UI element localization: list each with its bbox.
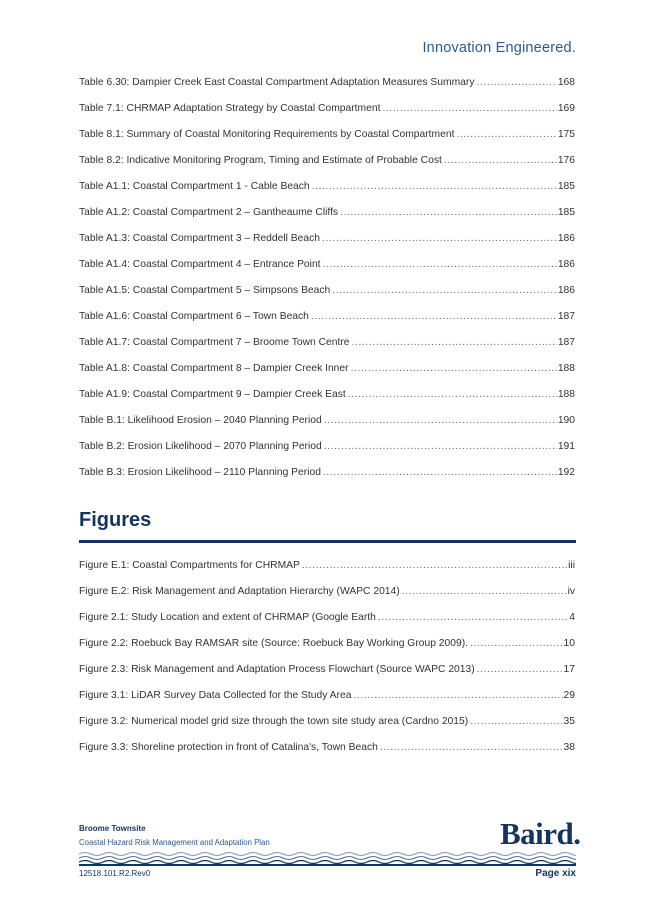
dot-leader — [456, 129, 556, 140]
dot-leader — [322, 233, 557, 244]
toc-entry-text: Figure 2.2: Roebuck Bay RAMSAR site (Source: Roebuck Bay Working Group 2009). — [79, 638, 468, 649]
toc-entry-page: 35 — [563, 716, 575, 727]
toc-entry[interactable] — [79, 259, 575, 285]
dot-leader — [340, 207, 557, 218]
toc-entry-text: Table A1.5: Coastal Compartment 5 – Simpsons Beach — [79, 285, 331, 296]
toc-entry-page: 17 — [563, 664, 575, 675]
toc-entry-text: Table B.3: Erosion Likelihood – 2110 Planning Period — [79, 467, 321, 478]
toc-entry-page: 191 — [557, 441, 575, 452]
toc-entry-text: Table A1.4: Coastal Compartment 4 – Entrance Point — [79, 259, 321, 270]
dot-leader — [470, 638, 563, 649]
toc-entry-page: 175 — [557, 129, 575, 140]
toc-entry[interactable] — [79, 389, 575, 415]
dot-leader — [323, 467, 557, 478]
dot-leader — [312, 181, 557, 192]
dot-leader — [402, 586, 567, 597]
toc-entry-page: 4 — [569, 612, 575, 623]
dot-leader — [351, 363, 557, 374]
toc-entry-text: Figure E.2: Risk Management and Adaptation Hierarchy (WAPC 2014) — [79, 586, 400, 597]
toc-entry-page: 38 — [563, 742, 575, 753]
dot-leader — [476, 77, 556, 88]
toc-entry-text: Figure 3.2: Numerical model grid size through the town site study area (Cardno 2015) — [79, 716, 469, 727]
toc-entry-page: 176 — [557, 155, 575, 166]
dot-leader — [477, 664, 563, 675]
toc-entry-text: Table B.2: Erosion Likelihood – 2070 Planning Period — [79, 441, 322, 452]
toc-entry-page: 169 — [557, 103, 575, 114]
document-code: 12518.101.R2.Rev0 — [79, 869, 151, 878]
dot-leader — [324, 415, 557, 426]
page-number: Page xix — [535, 868, 576, 879]
toc-entry-text: Table 8.1: Summary of Coastal Monitoring Requirements by Coastal Compartment — [79, 129, 455, 140]
dot-leader — [352, 337, 557, 348]
toc-entry[interactable] — [79, 181, 575, 207]
toc-entry-text: Table A1.7: Coastal Compartment 7 – Broome Town Centre — [79, 337, 350, 348]
toc-entry[interactable] — [79, 77, 575, 103]
toc-entry[interactable] — [79, 155, 575, 181]
toc-entry[interactable] — [79, 441, 575, 467]
toc-entry[interactable] — [79, 363, 575, 389]
toc-entry-page: 188 — [557, 389, 575, 400]
toc-entry-page: 187 — [557, 337, 575, 348]
toc-entry[interactable] — [79, 311, 575, 337]
dot-leader — [324, 441, 557, 452]
toc-entry-text: Figure 3.1: LiDAR Survey Data Collected for the Study Area — [79, 690, 352, 701]
toc-entry-text: Table A1.8: Coastal Compartment 8 – Dampier Creek Inner — [79, 363, 349, 374]
dot-leader — [382, 103, 556, 114]
toc-entry[interactable] — [79, 716, 575, 742]
toc-entry-text: Table A1.3: Coastal Compartment 3 – Reddell Beach — [79, 233, 320, 244]
toc-entry-page: 192 — [557, 467, 575, 478]
dot-leader — [444, 155, 557, 166]
toc-entry-text: Table A1.9: Coastal Compartment 9 – Dampier Creek East — [79, 389, 346, 400]
footer-divider — [79, 864, 576, 866]
toc-entry-page: 186 — [557, 259, 575, 270]
toc-entry[interactable] — [79, 337, 575, 363]
figures-list — [79, 560, 575, 768]
toc-entry-page: 190 — [557, 415, 575, 426]
toc-entry-page: 185 — [557, 181, 575, 192]
toc-entry-page: 188 — [557, 363, 575, 374]
toc-entry[interactable] — [79, 415, 575, 441]
header-tagline: Innovation Engineered. — [422, 40, 576, 56]
toc-entry-text: Figure 2.3: Risk Management and Adaptation Process Flowchart (Source WAPC 2013) — [79, 664, 475, 675]
toc-entry[interactable] — [79, 664, 575, 690]
toc-entry-text: Figure 2.1: Study Location and extent of CHRMAP (Google Earth — [79, 612, 376, 623]
dot-leader — [348, 389, 557, 400]
toc-entry[interactable] — [79, 103, 575, 129]
dot-leader — [311, 311, 557, 322]
dot-leader — [323, 259, 557, 270]
dot-leader — [470, 716, 562, 727]
dot-leader — [378, 612, 568, 623]
toc-entry-page: 185 — [557, 207, 575, 218]
dot-leader — [380, 742, 563, 753]
toc-entry-text: Table 6.30: Dampier Creek East Coastal Compartment Adaptation Measures Summary — [79, 77, 475, 88]
tables-list — [79, 77, 575, 493]
toc-entry[interactable] — [79, 129, 575, 155]
toc-entry-page: 187 — [557, 311, 575, 322]
toc-entry-page: 29 — [563, 690, 575, 701]
dot-leader — [302, 560, 567, 571]
toc-entry-page: 168 — [557, 77, 575, 88]
toc-entry-text: Table A1.6: Coastal Compartment 6 – Town Beach — [79, 311, 309, 322]
toc-entry-text: Table A1.2: Coastal Compartment 2 – Gantheaume Cliffs — [79, 207, 339, 218]
toc-entry[interactable] — [79, 560, 575, 586]
dot-leader — [332, 285, 557, 296]
toc-entry-text: Figure 3.3: Shoreline protection in front of Catalina's, Town Beach — [79, 742, 378, 753]
toc-entry-text: Table 8.2: Indicative Monitoring Program, Timing and Estimate of Probable Cost — [79, 155, 442, 166]
toc-entry[interactable] — [79, 742, 575, 768]
heading-divider — [79, 540, 576, 543]
toc-entry[interactable] — [79, 612, 575, 638]
figures-heading: Figures — [79, 509, 152, 531]
toc-entry[interactable] — [79, 467, 575, 493]
toc-entry[interactable] — [79, 690, 575, 716]
wave-decoration-icon — [79, 850, 576, 864]
toc-entry-text: Figure E.1: Coastal Compartments for CHRMAP — [79, 560, 300, 571]
baird-logo: Baird. — [500, 816, 581, 851]
toc-entry-page: 10 — [563, 638, 575, 649]
toc-entry-page: 186 — [557, 285, 575, 296]
footer-project-title: Broome Townsite — [79, 824, 146, 833]
toc-entry[interactable] — [79, 586, 575, 612]
toc-entry-page: iii — [568, 560, 575, 571]
toc-entry[interactable] — [79, 638, 575, 664]
dot-leader — [353, 690, 562, 701]
footer-project-subtitle: Coastal Hazard Risk Management and Adaptation Plan — [79, 838, 270, 847]
toc-entry-text: Table A1.1: Coastal Compartment 1 - Cable Beach — [79, 181, 310, 192]
toc-entry[interactable] — [79, 233, 575, 259]
toc-entry-page: 186 — [557, 233, 575, 244]
toc-entry[interactable] — [79, 285, 575, 311]
toc-entry-text: Table 7.1: CHRMAP Adaptation Strategy by Coastal Compartment — [79, 103, 381, 114]
toc-entry-page: iv — [567, 586, 575, 597]
toc-entry-text: Table B.1: Likelihood Erosion – 2040 Planning Period — [79, 415, 322, 426]
toc-entry[interactable] — [79, 207, 575, 233]
